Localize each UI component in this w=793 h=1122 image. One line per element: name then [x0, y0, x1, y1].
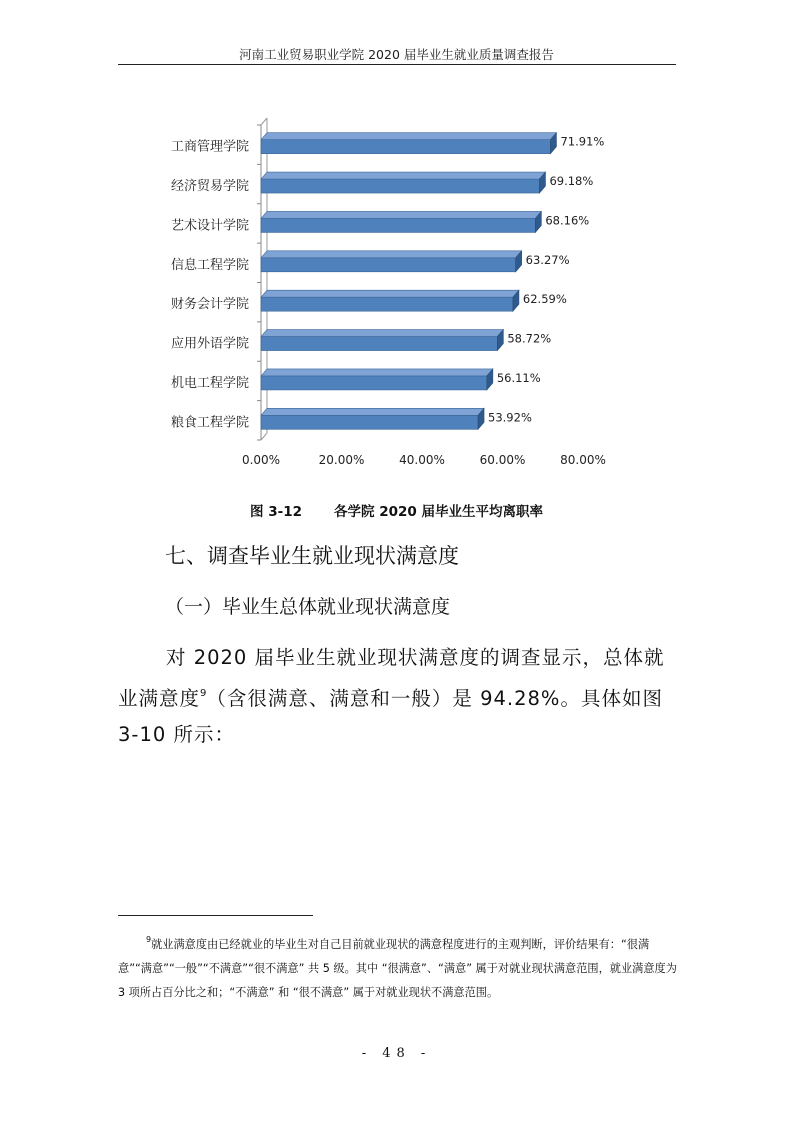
- category-label: 粮食工程学院: [170, 415, 249, 431]
- category-label: 工商管理学院: [170, 139, 249, 155]
- bar-top: [261, 330, 503, 337]
- section-title: 七、调查毕业生就业现状满意度: [165, 544, 459, 568]
- x-tick-label: 0.00%: [241, 453, 281, 467]
- bar-front: [261, 415, 478, 429]
- footnote-mark: 9: [146, 935, 152, 944]
- bar-top: [261, 172, 545, 179]
- bar-front: [261, 376, 487, 390]
- footnote-rule: [118, 915, 313, 916]
- category-label: 机电工程学院: [170, 375, 249, 391]
- x-tick-label: 20.00%: [318, 453, 365, 467]
- bar-value-label: 62.59%: [522, 292, 567, 307]
- bar-value-label: 69.18%: [549, 174, 594, 189]
- bar-top: [261, 211, 541, 218]
- figure-number: 图 3-12: [250, 504, 302, 520]
- x-tick-label: 80.00%: [560, 453, 606, 467]
- figure-caption-text: 各学院 2020 届毕业生平均离职率: [334, 504, 543, 520]
- subsection-title: （一）毕业生总体就业现状满意度: [165, 596, 451, 618]
- bar-top: [261, 408, 484, 415]
- x-tick-label: 60.00%: [479, 453, 526, 467]
- bar-front: [261, 258, 516, 272]
- body-paragraph: [118, 640, 678, 753]
- bar-top: [261, 251, 522, 258]
- running-header: 河南工业贸易职业学院 2020 届毕业生就业质量调查报告: [239, 47, 554, 62]
- bar-top: [261, 290, 519, 297]
- category-label: 艺术设计学院: [170, 218, 249, 234]
- bar-value-label: 71.91%: [560, 134, 605, 149]
- bar-top: [261, 369, 493, 376]
- footnote-reference[interactable]: 9: [200, 688, 207, 699]
- bar-front: [261, 140, 550, 154]
- bar-value-label: 63.27%: [525, 252, 570, 267]
- x-tick-label: 40.00%: [399, 453, 445, 467]
- figure-caption: [0, 500, 793, 520]
- bar-value-label: 53.92%: [488, 410, 532, 425]
- bar-value-label: 68.16%: [545, 213, 590, 228]
- paragraph-text-after: （含很满意、满意和一般）是 94.28%。具体如图 3-10 所示：: [118, 687, 663, 746]
- resignation-rate-bar-chart: [0, 0, 793, 480]
- paragraph-text-before: 对 2020 届毕业生就业现状满意度的调查显示，总体就业满意度: [118, 646, 665, 710]
- page-number: - 48 -: [361, 1046, 432, 1061]
- category-label: 经济贸易学院: [170, 179, 249, 195]
- footnote: [118, 928, 678, 1005]
- bar-front: [261, 337, 497, 351]
- chart-floor-edge: [261, 433, 267, 440]
- footnote-text: 就业满意度由已经就业的毕业生对自己目前就业现状的满意程度进行的主观判断，评价结果有：“很满意”“满意”“一般”“不满意”“很不满意” 共 5 级。其中 “很满意”、“满意” 属于对就业现状满意范围，就业满意度为 3 项所占百分比之和；“不满意” 和 “很不满意” 属于对就业现状不满意范围。: [118, 938, 677, 999]
- chart-top-edge: [261, 118, 267, 125]
- category-label: 财务会计学院: [170, 297, 249, 313]
- bar-value-label: 58.72%: [507, 331, 552, 346]
- category-label: 信息工程学院: [170, 257, 249, 273]
- bar-front: [261, 218, 535, 232]
- bar-top: [261, 133, 556, 140]
- bar-value-label: 56.11%: [496, 370, 541, 385]
- category-label: 应用外语学院: [170, 336, 249, 352]
- bar-front: [261, 179, 539, 193]
- bar-front: [261, 297, 513, 311]
